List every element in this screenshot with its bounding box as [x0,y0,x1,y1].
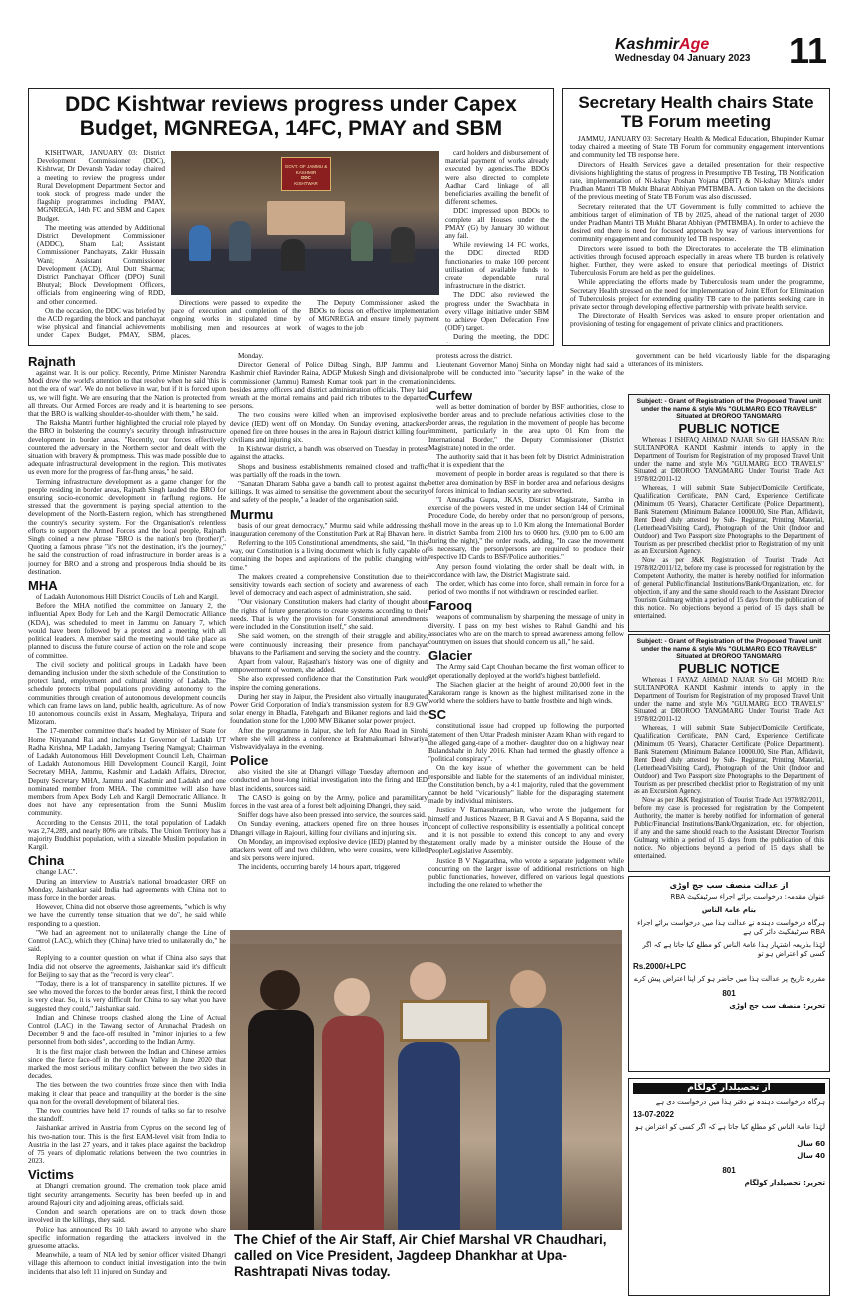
masthead-brand [615,36,709,54]
mha-p1: of Ladakh Autonomous Hill District Coucils of Leh and Kargil. [36,593,219,602]
person-1-head [260,970,300,1010]
murmu-p8: During her stay in Jaipur, the President also virtually inaugurated Power Grid Corporation of India's transmission system for 8.9 GW solar energy in Bhadla, Fatehgarh and Bikaner regions and laid the foundation stone for the 1,000 MW Bikaner solar power project. [230,692,428,726]
murmu-title: Murmu [230,506,274,522]
notice2-subject: Subject: - Grant of Registration of the Proposed Travel unit under the name & style M/s "GULMARG ECO TRAVELS" Situated at DROROO TANGMARG [636,638,822,661]
notice2-title: PUBLIC NOTICE [678,660,780,676]
victims-p3: Police has announced Rs 10 lakh award to anyone who share specific information regarding the attackers involved in the gruesome attacks. [28,1225,226,1250]
banner-line-2: DDC [301,175,311,180]
farooq-title: Farooq [428,598,473,614]
sc-p2: On the key issue of whether the government can be held responsible and liable for the statements of an individual minister, the Constitution bench, by a 4:1 majority, ruled that the government cannot be held "vicariously" liable for the disparaging statement made by individual ministers. [428,764,624,806]
person-1-body [248,1010,314,1230]
column-3 [428,352,624,928]
china-p4: "We had an agreement not to unilaterally change the Line of Control (LAC), which they (China) have tried to unilaterally do," he said. [28,928,226,954]
air-chief-caption: The Chief of the Air Staff, Air Chief Marshal VR Chaudhari, called on Vice President, Jagdeep Dhankhar at Upa-Rashtrapati Nivas today. [234,1232,607,1279]
china-p2: During an interview to Austria's national broadcaster ORF on Monday, Jaishankar said India had agreements with China not to mass force in the border areas. [28,877,226,902]
story2-p2: Directors of Health Services gave a detailed presentation for their respective divisions highlighting the status of progress in Presumptive TB Testing, TB Notification rate, implementation of Ni-kshay Poshan Yojana (DBT) & Ni-kshay Mitra's under Pradhan Mantri TB Mukht Bharat Abhiyan PMTBMBA. Action taken on the decisions of the previous meeting of State TB Forum was also discussed. [570,160,824,202]
person-4-body [496,1008,562,1230]
col2-p5: "Sanatan Dharam Sabha gave a bandh call to protest against the killings. It was aimed to sensitise the government about the security and safety of the people," a leader of the organisation said. [230,480,428,505]
notice2-p3: Now as per J&K Registration of Tourist Trade Act 1978/82/2011, before my case is processed for registration by the Competent Authority, the matter is hereby notified for information of general Public/Financial Institutions/Bank/Organization, etc. for objection, if any and the same should reach to the Assistant Director Tourism Gulmarg within a period of 15 days from the publication of this notice. No objections beyond a period of 15 days shall be entertained. [634,797,824,860]
murmu-p6: Apart from valour, Rajasthan's history was one of dignity and empowerment of women, she added. [230,657,428,675]
story1-p10: During the meeting, the DDC [453,333,549,342]
rajnath-p1: against war. It is our policy. Recently, Prime Minister Narendra Modi drew the world's attention to that resolve when he said 'this is not the era of war'. We do not believe in war, but if it is forced upon us, we will fight. We are ensuring that the Nation is protected from all threats. Our Armed Forces are ready and it is heartening to see that the BRO is walking shoulder-to-shoulder with them," he said. [28,369,226,419]
sc-p3: Justice V Ramasubramanian, who wrote the judgement for himself and Justices Nazeer, B R Gavai and A S Bopanna, said the concept of collective responsibility is essentially a political concept and it is not possible to extend this concept to any and every statement orally made by a minister outside the House of the People/Legislative Assembly. [428,806,624,856]
column-2 [230,352,428,928]
page-number: 11 [788,36,827,71]
masthead [615,36,835,72]
notice1-p1: Whereas I ISHFAQ AHMAD NAJAR S/o GH HASSAN R/o: SULTANPORA KANDI Kashmir intends to apply in the Department of Tourism for Registration of my proposed Travel Unit under the name and style M/s "GULMARG ECO TRAVELS" Situated at DROROO TANGMARG Under Tourist Trade Act 1978/82/2011-12 [634,436,824,484]
notice1-p2: Whereas, I will submit State Subject/Domicile Certificate, Qualification Certificate, PAN Card, Experience Certificate (Minimum 05 Years), Character Certificate (Police Department), Bank Statement (Minimum Balance 10000.00, Site Plan, Affidavit, Rent Deed duly attested by Sub- Registrar, Printing Material, (Letterhead/Visiting Card), Photograph of the Unit (Indoor and Outdoor) and Two Passport size Photographs to the Department of Tourism as per prescribed checklist prior to Registration of my unit as an Excursion Agency. [634,485,824,556]
col2-p2: The two cousins were killed when an improvised explosive device (IED) went off on Monday. On Sunday evening, attackers opened fire on three houses in the area in Rajouri district killing four civilians and injuring six. [230,411,428,445]
china-p8: It is the first major clash between the Indian and Chinese armies since the fierce face-off in the Galwan Valley in June 2020 that marked the most serious military conflict between the two sides in decades. [28,1047,226,1081]
brand-age: Age [679,36,710,53]
police-p4: On Sunday evening, attackers opened fire on three houses in Dhangri village in Rajouri, killing four civilians and injuring six. [230,820,428,837]
col2-p1: Director General of Police Dilbag Singh, BJP Jammu and Kashmir chief Ravinder Raina, ADGP Mukesh Singh and divisional commissioner (Jammu) Ramesh Kumar took part in the cremation besides army officers and district administration officials. They laid wreath at the mortal remains and paid rich tributes to the departed persons. [230,361,428,411]
banner-line-3: KISHTWAR [294,180,318,186]
urdu2-line-0: ہرگاہ درخواست دہندہ نے دفتر ہذا میں درخواست دی ہے [655,1098,825,1106]
ddc-banner [281,157,331,191]
mha-p5: According to the Census 2011, the total population of Ladakh was 2,74,289, and nearly 80% are tribals. The Union Territory has a majority Buddhist population, with a sizeable Muslim population in Kargil. [28,818,226,852]
victims-p4: Meanwhile, a team of NIA led by senior officer visited Dhangri village this afternoon to conduct initial investigation into the twin incidents that also left 11 injured on Sunday and [28,1251,226,1276]
curfew-p2: The authority said that it has been felt by District Administration that it is expedient that the [428,453,624,470]
farooq-p1: weapons of communalism by sharpening the message of unity in diversity. I pass on my best wishes to Rahul Gandhi and his associates who are on the march to spread awareness among fellow countrymen on issues that should concern us all," he said. [428,613,624,647]
story1-p4: Directions were passed to expedite the pace of execution and completion of the ongoing works in stipulated time by mobilising men and resources at work places. [171,299,301,340]
mha-p2: Before the MHA notified the committee on January 2, the influential Apex Body for Leh and the Kargil Democratic Alliance (KDA), was scheduled to meet in Jammu on January 7, which would have been followed by a protest and a meeting with all political leaders. A member said the meeting would take place as planned to discuss the future course of action on the role and scope of committee. [28,602,226,660]
air-chief-photo [230,930,622,1230]
urdu1-line-1: بنام عامۃ الناس [701,906,757,914]
story2-p4: Directors were issued to both the Directorates to accelerate the TB elimination activities through focused approach especially in areas where TB burden is relatively higher. Further, they were asked to ensure that periodical meetings of District Tuberculosis Forum are held as per the guidelines. [570,244,824,278]
public-notice-1 [628,394,830,632]
story2-headline: Secretary Health chairs State TB Forum meeting [578,93,814,131]
story1-p2: The meeting was attended by Additional District Development Commissioner (ADDC), Sham Lal; Assistant Commissioner Panchayats, Zakir Hussain Wani; Assistant Commissioner Development (ACD), Atul Dutt Sharma; District Panchayat Officer (DPO) Sunil Bhutyal; Block Development Officers, officials from engineering wing of RDD, and other concerned. [37,223,165,306]
glacier-p1: The Army said Capt Chouhan became the first woman officer to get operationally deployed at the world's highest battlefield. [428,663,624,680]
story1-p7: DDC impressed upon BDOs to complete all Houses under the PMAY (G) by January 30 without any fail. [445,207,549,241]
murmu-p2: Referring to the 105 Constitutional amendments, she said, "In this way, our Constitution is a living document which is fully capable of containing the hopes and aspirations of the public changing with time." [230,539,428,572]
glacier-p2: The Siachen glacier at the height of around 20,000 feet in the Karakoram range is known as the highest militarised zone in the world where the soldiers have to battle frostbite and high winds. [428,680,624,706]
person-3-head [410,962,446,1000]
urdu-notice-1 [628,876,830,1072]
story1-p5: The Deputy Commissioner asked the BDOs to focus on effective implementation of MGNREGA and ensure timely payment of wages to the job [309,299,439,332]
person-3-body [398,1042,460,1230]
urdu2-line-2: لہٰذا عامۃ الناس کو مطلع کیا جاتا ہے کہ اگر کسی کو اعتراض ہو [635,1123,825,1132]
urdu1-line-3: لہٰذا بذریعہ اشتہار ہذا عامۃ الناس کو مطلع کیا جاتا ہے کہ اگر کسی کو اعتراض ہو تو [642,941,825,958]
urdu1-line-5: مقررہ تاریخ پر عدالت ہذا میں حاضر ہو کر اپنا اعتراض پیش کرے [634,975,825,984]
rajnath-p2: The Raksha Mantri further highlighted the crucial role played by the BRO in bolstering the country's security through infrastructure development in border areas. "Recently, our forces effectively countered the adversary in the Northern sector and dealt with the situation with bravery & promptness. This was made possible due to adequate infrastructural development in the region. This motivates us even more for the progress of far-flung areas," he said. [28,419,226,477]
china-p10: The two countries have held 17 rounds of talks so far to resolve the standoff. [28,1107,226,1124]
col2-p4: Shops and business establishments remained closed and traffic was partially off the roads in the town. [230,462,428,479]
banner-line-1: GOVT. OF JAMMU & KASHMIR [284,164,328,175]
notice1-title: PUBLIC NOTICE [678,420,780,436]
china-p11: Jaishankar arrived in Austria from Cyprus on the second leg of his two-nation tour. This is the first EAM-level visit from India to Austria in the last 27 years, and it takes place against the backdrop of 75 years of diplomatic relations between the two countries in 2023. [28,1124,226,1166]
curfew-title: Curfew [428,387,473,403]
victims-title: Victims [28,1167,75,1183]
story-ddc-kishtwar [28,88,554,346]
col2-p3: In Kishtwar district, a bandh was observed on Tuesday in protest against the attacks. [230,445,428,462]
urdu2-line-3: 60 سال [797,1140,825,1149]
story1-p8: While reviewing 14 FC works, the DDC directed RDD functionaries to make 100 percent utilisation of available funds to create dependable rural infrastructure in the district. [445,241,549,291]
person-2-head [334,978,370,1016]
urdu-notice-2 [628,1078,830,1296]
story2-p6: The Directorate of Health Services was asked to ensure proper orientation and provisioning of testing for engagement of private clinics and practitioners. [570,312,824,329]
mha-title: MHA [28,578,58,594]
urdu1-line-0: عنوان مقدمہ: درخواست برائے اجراء سرٹیفکیٹ RBA [670,893,825,901]
murmu-p3: The makers created a comprehensive Constitution due to their sensitivity towards each section of society and awareness of each level of democracy and each aspect of administration, she said. [230,572,428,598]
mha-p4: The 17-member committee that's headed by Minister of State for Home Nityanand Rai and includes Lt Governor of Ladakh UT Radha Krishna, MP Ladakh, Jamyang Tsering Namgyal; Chairman of Ladakh Autonomous Hill Development Council Leh, Chairman of Ladakh Autonomous Hill Development Council Kargil, Joint Secretary MHA, Jammu, Kashmir and Ladakh Affairs, Director, Deputy Secretary MHA, Jammu and Kashmir and Ladakh and one nominated member from MHA. The committee will also have members from Apex Body Leh and Kargil Democratic Alliance. It does not have any representation from the Sunni Muslim community. [28,727,226,818]
urdu1-line-6: 801 [722,989,736,999]
urdu2-sign: تحریر: تحصیلدار کولگام [744,1179,825,1188]
murmu-p1: basis of our great democracy," Murmu said while addressing the inauguration ceremony of the Constitution Park at Raj Bhavan here. [230,521,428,538]
urdu2-line-4: 40 سال [797,1152,825,1161]
memento-frame [400,1000,490,1042]
murmu-p5: She said women, on the strength of their struggle and ability, were continuously increasing their presence from panchayat bhavans to the Parliament and serving the society and the country. [230,632,428,657]
police-p1: also visited the site at Dhangri village Tuesday afternoon and conducted an hour-long initial investigation into the firing and IED blast incidents, sources said. [230,768,428,793]
curfew-p6: The order, which has come into force, shall remain in force for a period of two months if not withdrawn or rescinded earlier. [428,580,624,597]
brand-kashmir: Kashmir [615,36,680,53]
police-title: Police [230,753,269,769]
curfew-p5: Any person found violating the order shall be dealt with, in accordance with law, the District Magistrate said. [428,562,624,579]
curfew-p4: "I Anuradha Gupta, JKAS, District Magistrate, Samba in exercise of the powers vested in me under section 144 of Criminal Procedure Code, do hereby order that no person/group of persons, shall move in the areas up to 1.0 Km along the International Border in district Samba from 2100 hrs to 0600 hrs. (9.00 pm to 6.00 am during the night)," the order reads, adding, "In case the movement is necessary, the person/persons are required to produce their respective ID Cards to BSF/Police authorities." [428,496,624,562]
notice2-p2: Whereas, I will submit State Subject/Domicile Certificate, Qualification Certificate, PAN Card, Experience Certificate (Minimum 05 Years), Character Certificate (Police Department). Bank Statement (Minimum Balance 10000.00, Site Plan, Affidavit, Rent Deed duly attested by Sub- Registrar, Printing Material, (Letterhead/Visiting Card), Photograph of the Unit (Indoor and Outdoor) and Two Passport size Photographs to the Department of Tourism as per prescribed checklist prior to Registration of my unit as an Excursion Agency. [634,725,824,796]
urdu2-line-5: 801 [722,1166,736,1176]
column-1 [28,352,226,1298]
police-p3: Sniffer dogs have also been pressed into service, the sources said. [238,811,427,820]
story1-headline: DDC Kishtwar reviews progress under Capex Budget, MGNREGA, 14FC, PMAY and SBM [65,93,517,140]
sc-p4: Justice B V Nagarathna, who wrote a separate judgement while concurring on the larger issue of additional restrictions on high public functionaries, however, differed on various legal questions including the one related to whether the [428,856,624,890]
police-p6: The incidents, occurring barely 14 hours apart, triggered [238,863,401,872]
mha-p3: The civil society and political groups in Ladakh have been demanding inclusion under the sixth schedule of the Constitution to protect land, employment and cultural identity of Ladakh. The schedule protects tribal populations providing autonomy to the communities through creation of autonomous development councils which can frame laws on land, public health, agriculture. As of now 10 autonomous councils exist in Assam, Meghalaya, Tripura and Mizoram. [28,660,226,727]
murmu-p4: "Our visionary Constitution makers had clarity of thought about the rights of future generations to create systems according to their needs. That is why the provision for Constitutional amendments were included in the Constitution itself," she said. [230,598,428,632]
notice1-p3: Now as per J&K Registration of Tourist Trade Act 1978/82/2011/12, before my case is processed for registration by the Competent Authority, the matter is hereby notified for information of general Public/financial Institutions/Bank/Organization, etc. for objection, if any and the same should reach to the Assistant Director Tourism Gulmarg within a period of 15 days from the publication of this notice. No objections beyond a period of 15 days shall be entertained. [634,557,824,620]
issue-date: Wednesday 04 January 2023 [615,53,751,64]
person-4-head [510,970,546,1008]
story1-p3: On the occasion, the DDC was briefed by the ACD regarding the block and panchayat wise physical and financial achievements under Capex Budget, PMAY, SBM, [37,306,165,340]
curfew-p1: well as better domination of border by BSF authorities, close to the border areas and to preclude nefarious activities close to the border areas, the regulation in the movement of people has become imminent, particularly in the area upto 01 Km from the International Border," the Deputy Commissioner (District Magistrate) noted in the order. [428,402,624,452]
story1-p6: card holders and disbursement of material payment of works already executed by agencies.The BDOs were also directed to complete Aadhar Card linkage of all beneficiaries availing the benefit of different schemes. [445,149,549,207]
story2-p1: JAMMU, JANUARY 03: Secretary Health & Medical Education, Bhupinder Kumar today chaired a meeting of State TB Forum for community engagement interventions and community led TB response here. [570,135,824,160]
china-p3: However, China did not observe those agreements, "which is why we have the currently tense situation that we do", he said while responding to a question. [28,903,226,928]
col3-p1: protests across the district. [436,352,513,360]
glacier-title: Glacier [428,648,473,664]
col2-monday: Monday. [238,352,264,360]
rajnath-title: Rajnath [28,354,76,369]
col3-p2: Lieutenant Governor Manoj Sinha on Monday night had said a probe will be conducted into "security lapse" in the wake of the incidents. [428,361,624,386]
police-p5: On Monday, an improvised explosive device (IED) planted by the attackers went off and two children, who were cousins, were killed and six persons were injured. [230,837,428,863]
story1-p1: KISHTWAR, JANUARY 03: District Development Commissioner (DDC), Kishtwar, Dr Devansh Yadav today chaired a meeting to review the progress under Rural Development Department Sector and took stock of progress made under the flagship programmes including PMAY, MGNREGA, 14th FC and SBM and Capex Budget. [37,149,165,223]
curfew-p3: movement of people in border areas is regulated so that there is better area domination by BSF in border area and nefarious designs of forces inimical to Indian security are subverted. [428,470,624,495]
story2-p5: While appreciating the efforts made by Tuberculosis team under the programme, Secretary Health stressed on the need for implementation of Joint Effort for Elimination of Tuberculosis project for extending quality TB care to the patients seeking care in private sector through developing effective partnership with private health service. [570,278,824,312]
public-notice-2 [628,634,830,872]
column-4 [628,352,830,392]
china-p1: change LAC". [36,868,78,877]
urdu1-head: از عدالت منصف سب جج اوڑی [669,881,789,890]
urdu1-sign: تحریر: منصف سب جج اوڑی [729,1002,825,1011]
story1-p9: The DDC also reviewed the progress under the Swachbata in every village initiative under SBM to achieve Open Defecation Free (ODF) target. [445,291,549,333]
victims-p1: at Dhangri cremation ground. The cremation took place amid tight security arrangements. Security has been beefed up in and around Rajouri city and adjoining areas, officials said. [28,1182,226,1207]
story2-p3: Secretary reiterated that the UT Government is fully committed to achieve the ambitious target of elimination of TB by 2025, ahead of the national target of 2030 under Pradhan Mantri TB Mukht Bharat Abhiyan (PMTBMBA). In order to achieve the desired end there is need for focused approach by way of various interventions for community engagement and community led TB response. [570,202,824,244]
police-p2: The CASO is going on by the Army, police and paramilitary forces in the vast area of a forest belt adjoining Dhangri, they said. [230,793,428,810]
victims-p2: Condon and search operations are on to track down those involved in the killings, they said. [28,1208,226,1225]
sc-title: SC [428,707,447,723]
sc-p1: constitutional issue had cropped up following the purported statement of then Uttar Pradesh minister Azam Khan with regard to the alleged gang-rape of a mother- daughter duo on a highway near Bulandshahr in July 2016. Khan had termed the ghastly offence a "political conspiracy". [428,722,624,764]
murmu-p9: After the programme in Jaipur, she left for Abu Road in Sirohi where she will address a conference at Brahmakumari Ishwariya Vishwavidyalaya in the evening. [230,726,428,751]
china-title: China [28,853,65,869]
urdu2-head: از تحصیلدار کولگام [633,1083,825,1094]
urdu2-line-1: 13-07-2022 [633,1110,674,1119]
story-tb-forum [562,88,830,346]
col4-p1: government can be held vicariously liable for the disparaging utterances of its ministers. [628,352,830,369]
china-p6: "Today, there is a lot of transparency in satellite pictures. If we see who moved the forces to the border areas first, I think the record is very clear. So, it is very difficult for China to say what you have suggested they could," Jaishankar said. [28,980,226,1013]
notice2-p1: Whereas I FAYAZ AHMAD NAJAR S/o GH MOHD R/o: SULTANPORA KANDI Kashmir intends to apply in the Department of Tourism for Registration of my proposed Travel Unit under the name and style M/s "GULMARG ECO TRAVELS" Situated at DROROO TANGMARG Under Tourist Trade Act 1978/82/2011-12 [634,676,824,724]
china-p9: The ties between the two countries froze since then with India making it clear that peace and tranquility at the border is the sine qua non for the overall development of bilateral ties. [28,1081,226,1106]
urdu1-line-2: ہرگاہ درخواست دہندہ نے عدالت ہذا میں درخواست برائے اجراء RBA سرٹیفکیٹ دائر کی ہے [637,919,825,936]
rajnath-p3: Terming infrastructure development as a game changer for the people residing in border areas, Rajnath Singh lauded the BRO for ensuring socio-economic development in farflung regions. He stressed that the government is paying special attention to the development of the North-Eastern region, which has strengthened the country's security system. For the Organisation's relentless efforts to support the Armed Forces and the local people, Rajnath Singh coined a new phrase "BRO is the nation's bro (brother)". Quoting a famous phrase "it's not the destination, it's the journey," he said the construction of road infrastructure in border areas is a journey for BRO and a strong and prosperous India should be its destination. [28,477,226,576]
urdu1-line-4: Rs.2000/+LPC [633,962,687,971]
china-p7: Indian and Chinese troops clashed along the Line of Actual Control (LAC) in the Tawang sector of Arunachal Pradesh on December 9 and the face-off resulted in "minor injuries to a few personnel from both sides", according to the Indian Army. [28,1013,226,1047]
person-2-body [322,1016,384,1230]
china-p5: Replying to a counter question on what if China also says that India did not observe the agreements, Jaishankar said it's difficult for Beijing to say that as the "record is very clear". [28,954,226,979]
murmu-p7: She also expressed confidence that the Constitution Park would inspire the coming generations. [230,675,428,692]
ddc-meeting-photo [171,151,439,295]
notice1-subject: Subject: - Grant of Registration of the Proposed Travel unit under the name & style M/s "GULMARG ECO TRAVELS" Situated at DROROO TANGMARG [636,398,822,421]
